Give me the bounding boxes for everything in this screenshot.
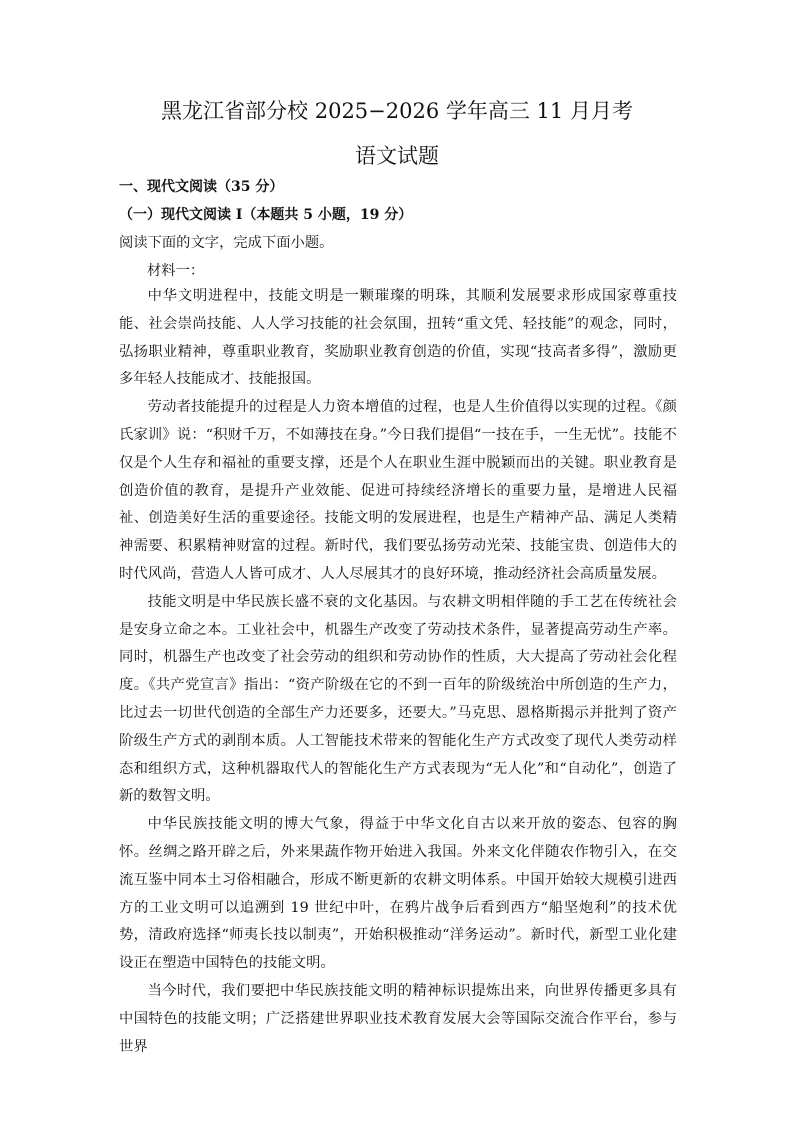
- subsection-heading-reading-1: （一）现代文阅读 I（本题共 5 小题，19 分）: [119, 207, 413, 223]
- material-label: 材料一：: [147, 263, 205, 279]
- paragraph: 技能文明是中华民族长盛不衰的文化基因。与农耕文明相伴随的手工艺在传统社会是安身立命之本。工业社会中，机器生产改变了劳动技术条件，显著提高劳动生产率。同时，机器生产也改变了社会劳动的组织和劳动协作的性质，大大提高了劳动社会化程度。《共产党宣言》指出：“资产阶级在它的不到一百年的阶级统治中所创造的生产力，比过去一切世代创造的全部生产力还要多，还要大。”马克思、恩格斯揭示并批判了资产阶级生产方式的剥削本质。人工智能技术带来的智能化生产方式改变了现代人类劳动样态和组织方式，这种机器取代人的智能化生产方式表现为“无人化”和“自动化”，创造了新的数智文明。: [119, 593, 677, 805]
- article-body: [119, 283, 677, 1061]
- paragraph: 当今时代，我们要把中华民族技能文明的精神标识提炼出来，向世界传播更多具有中国特色的技能文明；广泛搭建世界职业技术教育发展大会等国际交流合作平台，参与世界: [119, 982, 677, 1055]
- document-title: 黑龙江省部分校 2025−2026 学年高三 11 月月考: [161, 99, 633, 123]
- paragraph: 中华民族技能文明的博大气象，得益于中华文化自古以来开放的姿态、包容的胸怀。丝绸之路开辟之后，外来果蔬作物开始进入我国。外来文化伴随农作物引入，在交流互鉴中同本土习俗相融合，形成不断更新的农耕文明体系。中国开始较大规模引进西方的工业文明可以追溯到 19 世纪中叶，在鸦片战争后看到西方“船坚炮利”的技术优势，清政府选择“师夷长技以制夷”，开始积极推动“洋务运动”。新时代，新型工业化建设正在塑造中国特色的技能文明。: [119, 816, 677, 972]
- document-subtitle: 语文试题: [355, 144, 439, 168]
- paragraph: 中华文明进程中，技能文明是一颗璀璨的明珠，其顺利发展要求形成国家尊重技能、社会崇尚技能、人人学习技能的社会氛围，扭转“重文凭、轻技能”的观念，同时，弘扬职业精神，尊重职业教育，奖励职业教育创造的价值，实现“技高者多得”，激励更多年轻人技能成才、技能报国。: [119, 288, 677, 388]
- section-heading-modern-reading: 一、现代文阅读（35 分）: [119, 179, 284, 195]
- paragraph: 劳动者技能提升的过程是人力资本增值的过程，也是人生价值得以实现的过程。《颜氏家训》说：“积财千万，不如薄技在身。”今日我们提倡“一技在手，一生无忧”。技能不仅是个人生存和福祉的重要支撑，还是个人在职业生涯中脱颖而出的关键。职业教育是创造价值的教育，是提升产业效能、促进可持续经济增长的重要力量，是增进人民福祉、创造美好生活的重要途径。技能文明的发展进程，也是生产精神产品、满足人类精神需要、积累精神财富的过程。新时代，我们要弘扬劳动光荣、技能宝贵、创造伟大的时代风尚，营造人人皆可成才、人人尽展其才的良好环境，推动经济社会高质量发展。: [119, 399, 677, 582]
- reading-instruction: 阅读下面的文字，完成下面小题。: [119, 235, 334, 251]
